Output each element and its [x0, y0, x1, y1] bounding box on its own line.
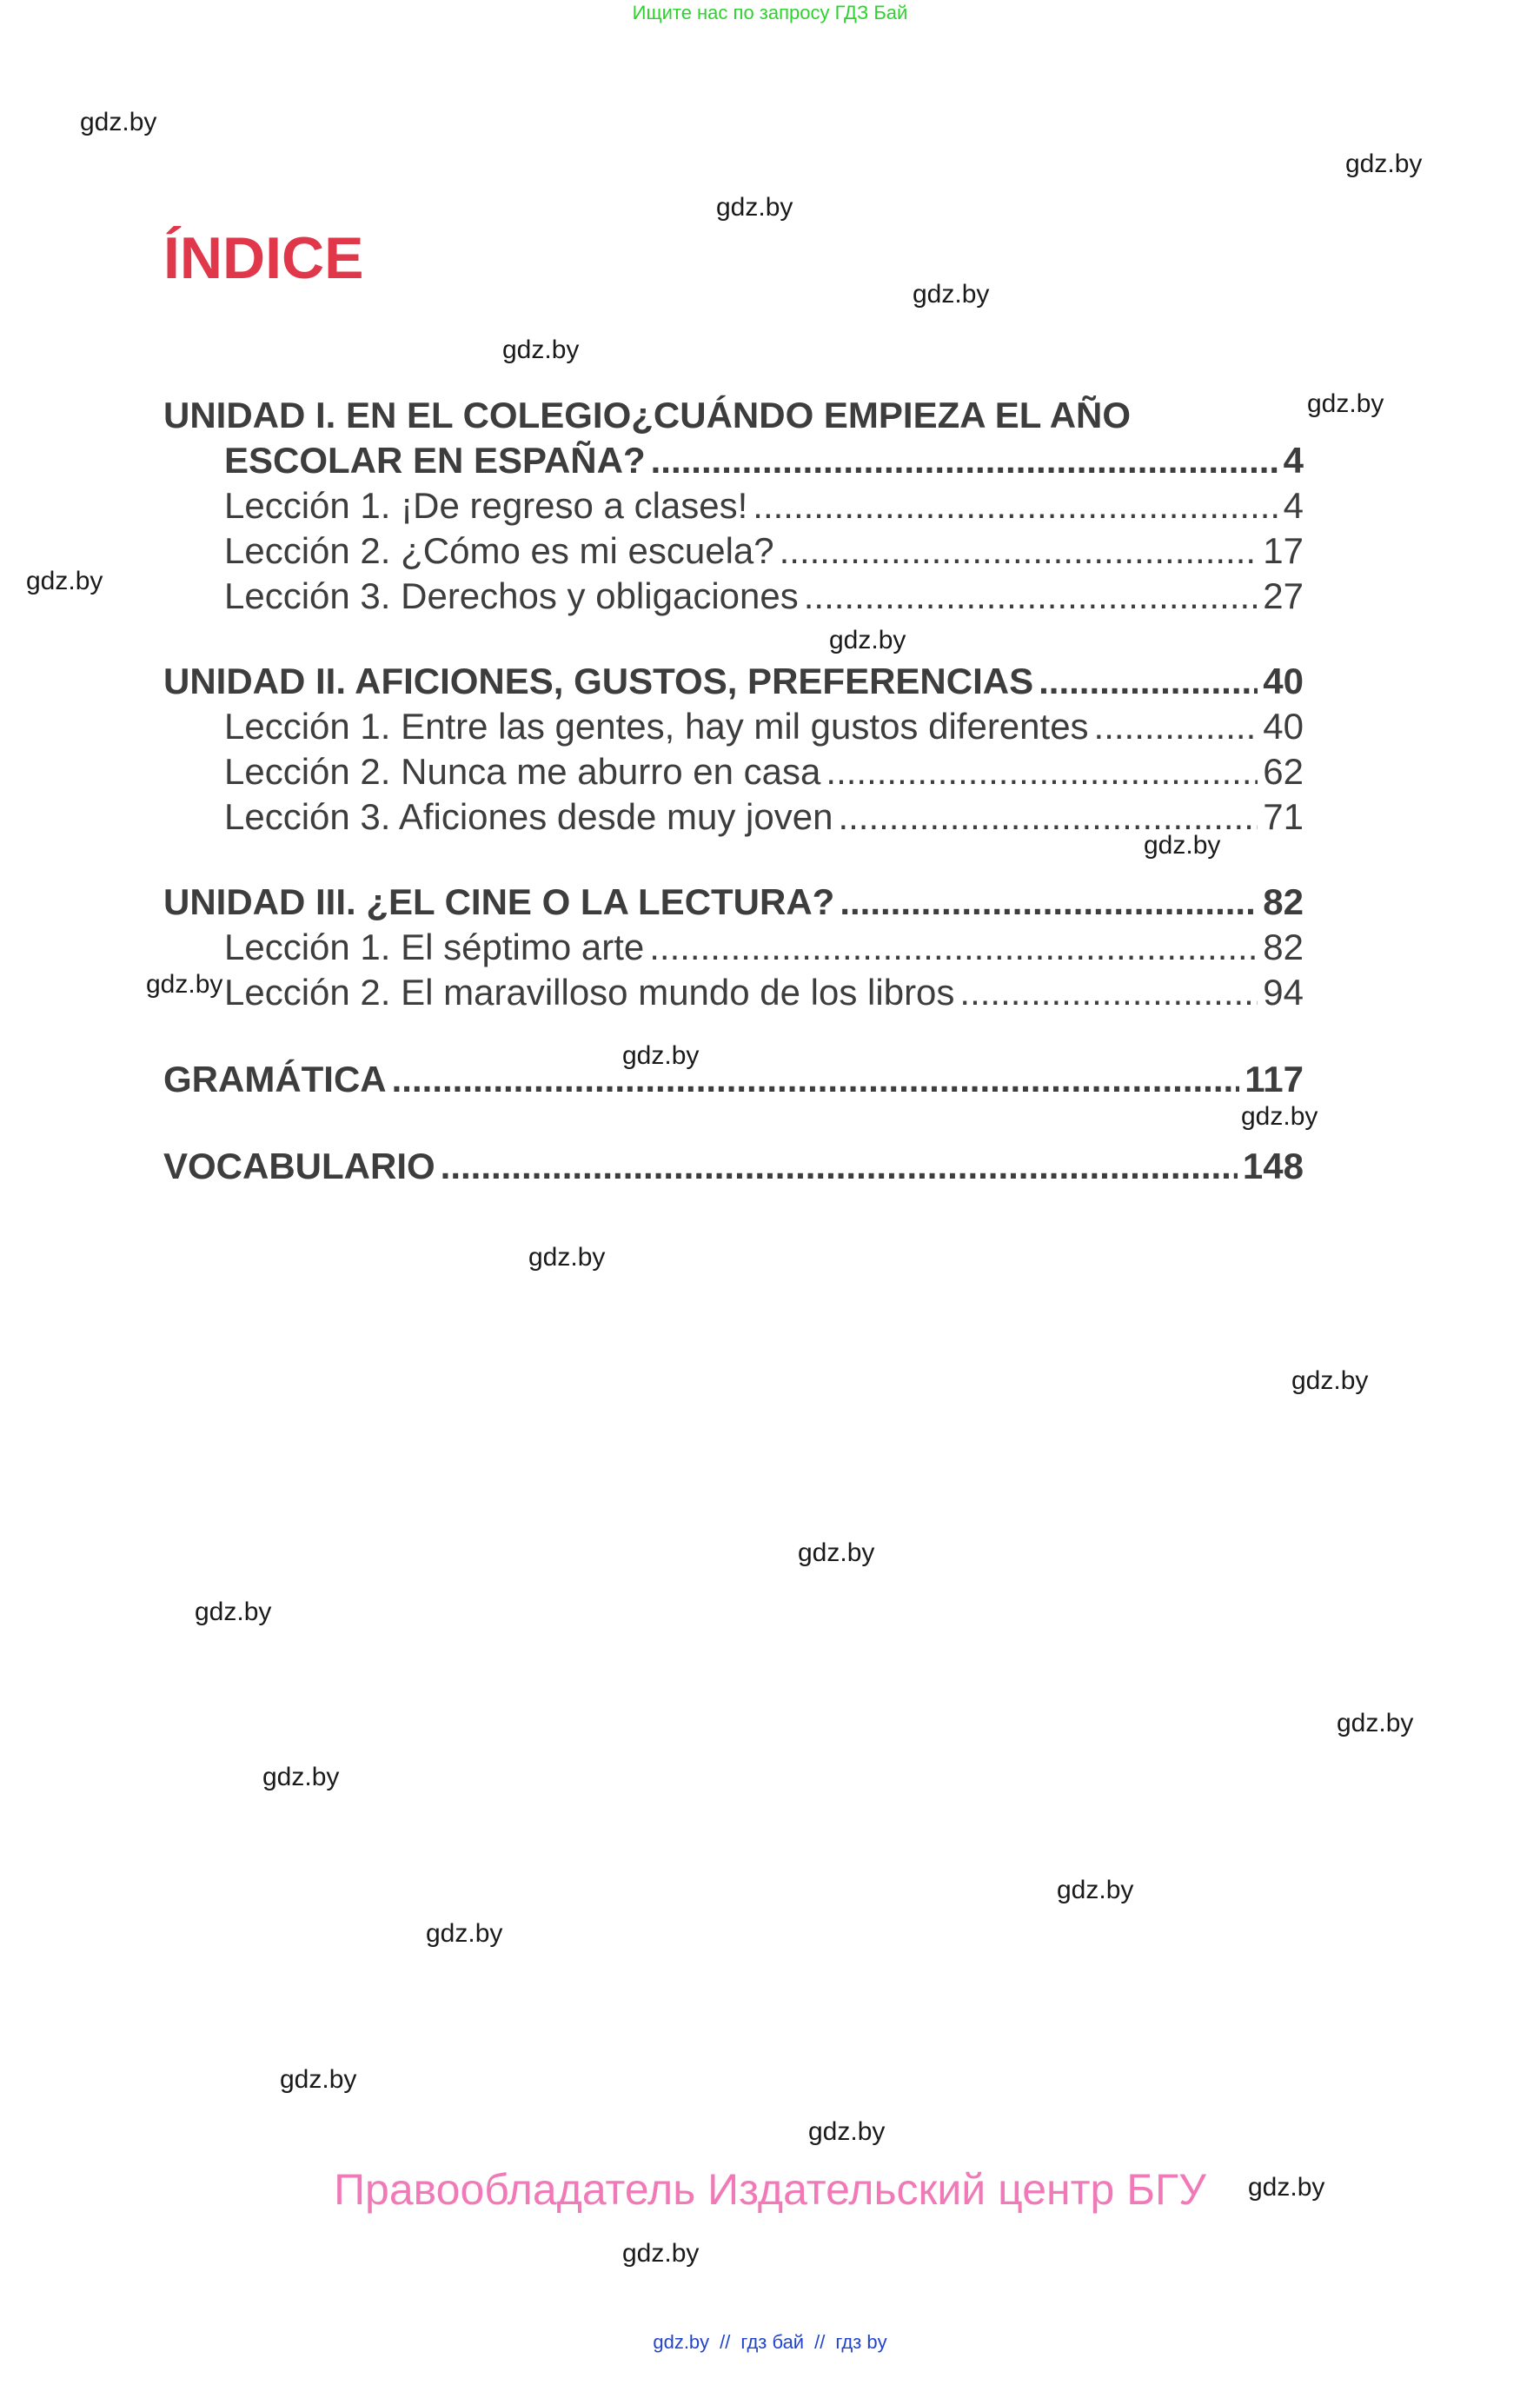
page-number: 94 [1263, 972, 1304, 1013]
unit-2-title: UNIDAD II. AFICIONES, GUSTOS, PREFERENCIAS [163, 661, 1034, 701]
watermark: gdz.by [146, 970, 223, 999]
page-number: 117 [1245, 1059, 1304, 1099]
toc-row[interactable] [163, 880, 1304, 925]
watermark: gdz.by [26, 567, 103, 595]
leader-dots [1039, 659, 1258, 704]
watermark: gdz.by [262, 1763, 340, 1791]
watermark: gdz.by [1057, 1876, 1134, 1904]
grammar-title: GRAMÁTICA [163, 1059, 387, 1099]
footer-separator: // [814, 2331, 826, 2353]
watermark: gdz.by [280, 2065, 357, 2094]
page-number: 17 [1263, 530, 1304, 571]
toc-row[interactable] [163, 528, 1304, 574]
toc-row[interactable] [163, 704, 1304, 749]
leader-dots [1094, 704, 1258, 749]
watermark: gdz.by [1307, 389, 1384, 418]
toc-row[interactable] [163, 749, 1304, 794]
watermark: gdz.by [808, 2117, 886, 2146]
footer-separator: // [720, 2331, 731, 2353]
page-number: 148 [1242, 1146, 1304, 1186]
watermark: gdz.by [426, 1919, 503, 1948]
watermark: gdz.by [1144, 831, 1221, 860]
watermark: gdz.by [716, 193, 793, 222]
lesson-title: Lección 2. ¿Cómo es mi escuela? [224, 530, 774, 571]
page-number: 71 [1263, 796, 1304, 837]
watermark: gdz.by [622, 1041, 700, 1070]
leader-dots [840, 880, 1258, 925]
watermark: gdz.by [1248, 2173, 1325, 2202]
page-number: 4 [1283, 440, 1304, 481]
page-number: 82 [1263, 881, 1304, 922]
lesson-title: Lección 1. ¡De regreso a clases! [224, 485, 748, 526]
toc-row[interactable] [163, 574, 1304, 619]
leader-dots [441, 1144, 1238, 1189]
leader-dots [780, 528, 1258, 574]
page-number: 40 [1263, 706, 1304, 747]
lesson-title: Lección 3. Aficiones desde muy joven [224, 796, 833, 837]
watermark: gdz.by [622, 2239, 700, 2268]
toc-row[interactable] [163, 438, 1304, 483]
leader-dots [651, 438, 1278, 483]
page-number: 40 [1263, 661, 1304, 701]
watermark: gdz.by [1345, 149, 1423, 178]
lesson-title: Lección 2. El maravilloso mundo de los libros [224, 972, 955, 1013]
unit-1-title-line1: UNIDAD I. EN EL COLEGIO¿CUÁNDO EMPIEZA EL AÑO [163, 395, 1132, 435]
toc-unit-1 [163, 393, 1304, 619]
toc-unit-2 [163, 659, 1304, 840]
lesson-title: Lección 2. Nunca me aburro en casa [224, 751, 821, 792]
lesson-title: Lección 3. Derechos y obligaciones [224, 575, 799, 616]
page-title: ÍNDICE [163, 225, 364, 291]
leader-dots [804, 574, 1258, 619]
copyright-notice: Правообладатель Издательский центр БГУ [334, 2165, 1206, 2214]
toc-row[interactable] [163, 1057, 1304, 1102]
leader-dots [959, 970, 1258, 1015]
toc-row[interactable] [163, 970, 1304, 1015]
watermark: gdz.by [80, 108, 157, 136]
watermark: gdz.by [502, 335, 580, 364]
page-number: 27 [1263, 575, 1304, 616]
footer-links [0, 2331, 1540, 2354]
watermark: gdz.by [829, 626, 906, 654]
toc-row[interactable] [163, 1144, 1304, 1189]
footer-link-gdz-bai[interactable]: гдз бай [740, 2331, 805, 2353]
footer-link-gdz-by-cyr[interactable]: гдз by [835, 2331, 887, 2353]
search-banner[interactable]: Ищите нас по запросу ГДЗ Бай [632, 2, 908, 23]
page-number: 82 [1263, 927, 1304, 967]
watermark: gdz.by [1291, 1366, 1369, 1395]
vocabulary-title: VOCABULARIO [163, 1146, 435, 1186]
leader-dots [649, 925, 1258, 970]
toc-row[interactable] [163, 483, 1304, 528]
page-number: 62 [1263, 751, 1304, 792]
leader-dots [826, 749, 1258, 794]
leader-dots [753, 483, 1278, 528]
leader-dots [838, 794, 1258, 840]
leader-dots [392, 1057, 1240, 1102]
toc-row[interactable] [163, 794, 1304, 840]
toc-row[interactable] [163, 659, 1304, 704]
toc-unit-3 [163, 880, 1304, 1015]
watermark: gdz.by [1337, 1709, 1414, 1737]
lesson-title: Lección 1. El séptimo arte [224, 927, 645, 967]
watermark: gdz.by [1241, 1102, 1318, 1131]
watermark: gdz.by [913, 280, 990, 309]
watermark: gdz.by [528, 1243, 606, 1272]
unit-1-title-line2: ESCOLAR EN ESPAÑA? [224, 440, 646, 481]
lesson-title: Lección 1. Entre las gentes, hay mil gustos diferentes [224, 706, 1089, 747]
watermark: gdz.by [798, 1538, 875, 1567]
toc-grammar [163, 1057, 1304, 1102]
toc-vocabulary [163, 1144, 1304, 1189]
page-number: 4 [1283, 485, 1304, 526]
unit-3-title: UNIDAD III. ¿EL CINE O LA LECTURA? [163, 881, 835, 922]
toc-row[interactable] [163, 925, 1304, 970]
footer-link-gdz-by[interactable]: gdz.by [653, 2331, 710, 2353]
watermark: gdz.by [195, 1598, 272, 1626]
